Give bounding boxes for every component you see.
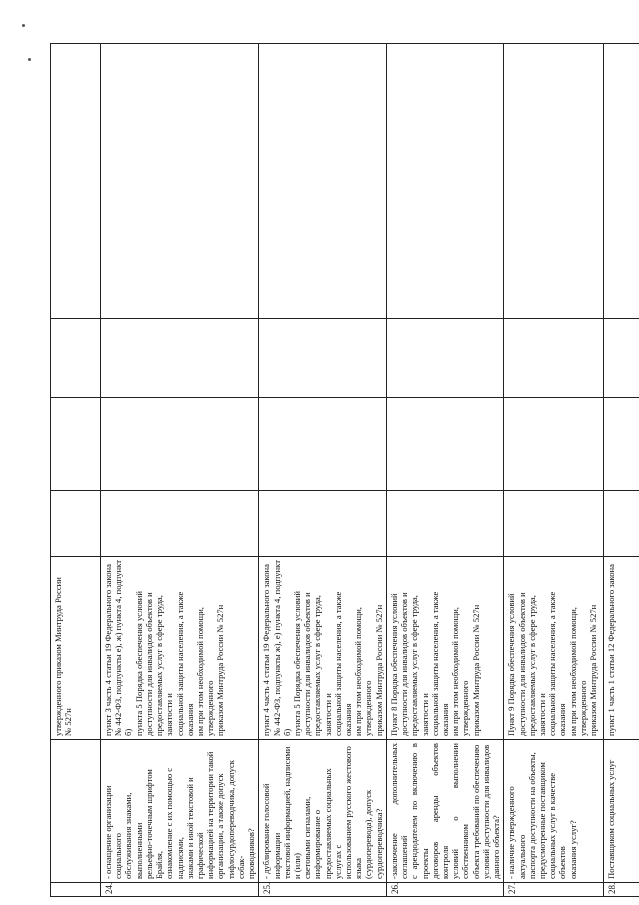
note-cell [604,44,639,319]
table-row [604,44,639,897]
answer-cell [386,319,503,398]
answer-cell [51,398,101,491]
note-cell [386,44,503,319]
table-row [51,44,101,897]
answer-cell [604,491,639,557]
answer-cell [51,319,101,398]
answer-cell [386,398,503,491]
answer-cell [259,398,387,491]
scan-speck [22,24,25,27]
answer-cell [604,398,639,491]
legal-basis-cell: пункт 1 часть 1 статьи 12 Федерального закона [604,557,639,740]
checklist-table [50,43,639,897]
legal-basis-cell: утвержденного приказом Минтруда России № 527н [51,557,101,740]
row-number: 24. [101,883,259,897]
answer-cell [504,319,604,398]
table-row [259,44,387,897]
legal-basis-cell: Пункт 9 Порядка обеспечения условий доступности для инвалидов объектов и предоставляемых услуг в сфере труда, занятости и социальной защиты населения, а также оказания им при этом необходимой помощи, утвержденного приказом Минтруда России № 527н [504,557,604,740]
row-number: 28. [604,883,639,897]
table-row [386,44,503,897]
legal-basis-cell: пункт 3 часть 4 статьи 19 Федерального закона № 442-ФЗ, подпункты е), ж) пункта 4, подпункт б) пункта 5 Порядка обеспечения условий доступности для инвалидов объектов и предоставляемых услуг в сфере труда, занятости и социальной защиты населения, а также оказания им при этом необходимой помощи, утвержденного приказом Минтруда России № 527н [101,557,259,740]
answer-cell [604,319,639,398]
requirement-cell: -заключение дополнительных соглашений с арендодателем по включению в проекты договоров аренды объектов контроля условий о выполнении собственником объекта требований по обеспечению условий доступности для инвалидов данного объекта? [386,740,503,883]
answer-cell [101,398,259,491]
requirement-cell: - наличие утвержденного актуального паспорта доступности на объекты, предусмотренные поставщиком социальных услуг в качестве объектов оказания услуг? [504,740,604,883]
row-number: 25. [259,883,387,897]
note-cell [51,44,101,319]
answer-cell [259,491,387,557]
answer-cell [259,319,387,398]
answer-cell [504,491,604,557]
legal-basis-cell: Пункт 8 Порядка обеспечения условий доступности для инвалидов объектов и предоставляемых услуг в сфере труда, занятости и социальной защиты населения, а также оказания им при этом необходимой помощи, утвержденного приказом Минтруда России № 527н [386,557,503,740]
row-number [51,883,101,897]
answer-cell [51,491,101,557]
answer-cell [386,491,503,557]
row-number: 26. [386,883,503,897]
table-row [101,44,259,897]
rotated-table-container [50,44,618,897]
note-cell [259,44,387,319]
scan-speck [28,58,31,61]
note-cell [101,44,259,319]
legal-basis-cell: пункт 4 часть 4 статьи 19 Федерального закона № 442-ФЗ, подпункты ж), е) пункта 4, подпункт б) пункта 5 Порядка обеспечения условий доступности для инвалидов объектов и предоставляемых услуг в сфере труда, занятости и социальной защиты населения, а также оказания им при этом необходимой помощи, утвержденного приказом Минтруда России № 527н [259,557,387,740]
answer-cell [101,319,259,398]
requirement-cell: Поставщиком социальных услуг [604,740,639,883]
answer-cell [101,491,259,557]
requirement-cell [51,740,101,883]
table-row [504,44,604,897]
answer-cell [504,398,604,491]
requirement-cell: - оснащение организации социального обслуживания знаками, выполненными рельефно-точечным шрифтом Брайля, ознакомление с их помощью с надписями, знаками и иной текстовой и графической информацией на территории такой организации, а также допуск тифлосурдопереводчика, допуск собак- проводников? [101,740,259,883]
note-cell [504,44,604,319]
requirement-cell: - дублирование голосовой информации текстовой информацией, надписями и (или) световыми сигналами, информирование о предоставляемых социальных услугах с использованием русского жестового языка (сурдоперевода), допуск сурдопереводчика? [259,740,387,883]
row-number: 27. [504,883,604,897]
